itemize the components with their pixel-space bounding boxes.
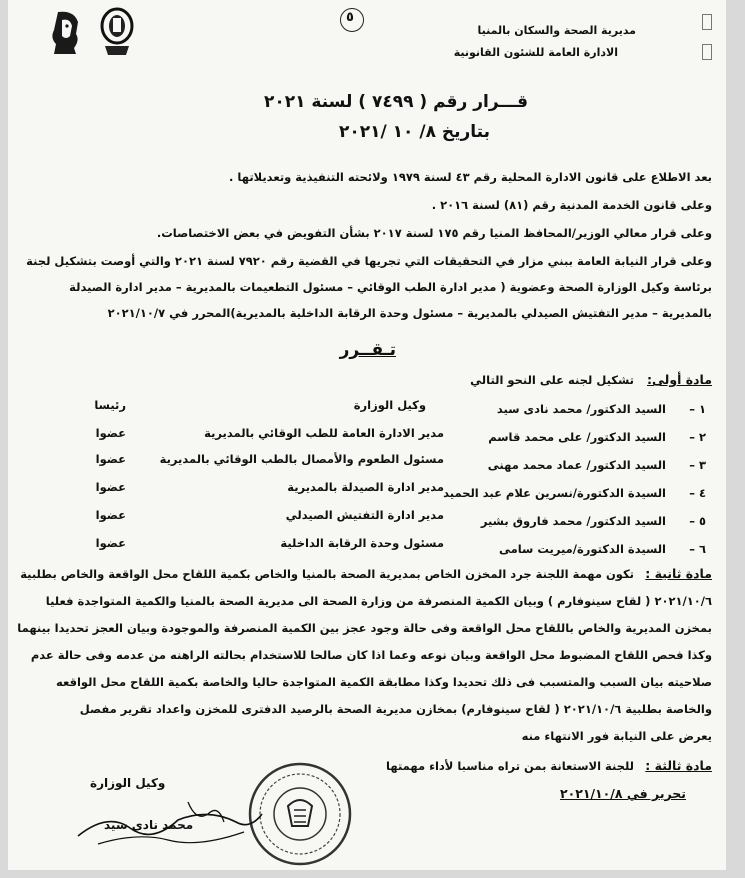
article-2-line: يعرض على النيابة فور الانتهاء منه <box>521 729 712 743</box>
member-position: وكيل الوزارة <box>353 398 426 412</box>
article-1-label: مادة أولى: <box>647 372 712 387</box>
article-2-line: وكذا فحص اللقاح المضبوط محل الواقعة وبيان نوعه وعما اذا كان صالحا للاستخدام بحالته الراهنه من عدمه وفى حالة عدم <box>30 648 712 662</box>
article-2-line: صلاحيته بيان السبب والمتسبب فى ذلك تحديدا وكذا مطابقة الكمية المتواجدة حاليا والخاصة بكمية اللقاح محل الواقعه <box>56 675 712 689</box>
member-name: السيد الدكتور/ محمد فاروق بشير <box>480 514 666 528</box>
member-position: مسئول وحدة الرقابة الداخلية <box>280 536 444 550</box>
member-position: مدير الادارة العامة للطب الوقائي بالمديرية <box>204 426 444 440</box>
article-2-line: بمخزن المديرية والخاص باللقاح محل الواقعة وفى حالة وجود عجز بين الكمية المنصرفة والموجودة وبيان العجز تحديدا بينهما <box>17 621 712 635</box>
issued-date: تحرير في ٢٠٢١/١٠/٨ <box>559 786 686 801</box>
decision-document <box>8 0 726 870</box>
decision-title: قـــرار رقم ( ٧٤٩٩ ) لسنة ٢٠٢١ <box>263 92 528 112</box>
punch-hole-mark <box>702 14 712 30</box>
decides-heading: تـقــرر <box>339 340 396 360</box>
member-name: السيد الدكتور/ عماد محمد مهنى <box>487 458 666 472</box>
preamble-line: بعد الاطلاع على قانون الادارة المحلية رقم ٤٣ لسنة ١٩٧٩ ولائحته التنفيذية وتعديلاتها . <box>229 170 712 184</box>
article-2-line: ٢٠٢١/١٠/٦ ( لقاح سينوفارم ) وبيان الكمية المنصرفة من وزارة الصحة الى مديرية الصحة بالمنيا والكمية المتواجدة فعليا <box>45 594 712 608</box>
article-2-label: مادة ثانية : <box>645 566 712 581</box>
letterhead-line-1: مديرية الصحة والسكان بالمنيا <box>477 24 636 37</box>
page-number: ٥ <box>346 10 354 25</box>
article-1-text: تشكيل لجنه على النحو التالي <box>470 373 634 387</box>
punch-hole-mark <box>702 44 712 60</box>
member-role: عضوا <box>95 452 126 466</box>
preamble-line: بالمديرية – مدير التفتيش الصيدلي بالمديرية – مسئول وحدة الرقابة الداخلية بالمديرية)المحرر في ٢٠٢١/١٠/٧ <box>107 306 712 320</box>
member-number: ٢ – <box>689 430 706 444</box>
member-number: ٥ – <box>689 514 706 528</box>
member-role: عضوا <box>95 508 126 522</box>
decision-date: بتاريخ ٨/ ١٠ /٢٠٢١ <box>339 122 490 142</box>
member-name: السيد الدكتور/ على محمد قاسم <box>488 430 666 444</box>
pharaoh-head-logo <box>46 8 86 56</box>
letterhead-line-2: الادارة العامة للشئون القانونية <box>453 46 618 59</box>
preamble-line: وعلى قانون الخدمة المدنية رقم (٨١) لسنة ٢٠١٦ . <box>431 198 712 212</box>
member-name: السيدة الدكتورة/ميريت سامى <box>498 542 666 556</box>
article-3-label: مادة ثالثة : <box>645 758 712 773</box>
article-2-line: تكون مهمة اللجنة جرد المخزن الخاص بمديرية الصحة بالمنيا والخاص بكمية اللقاح محل الواقعة والخاص بطلبية <box>20 567 634 581</box>
member-position: مدير ادارة التفتيش الصيدلي <box>285 508 444 522</box>
preamble-line: وعلى قرار النيابة العامة ببني مزار في التحقيقات التي تجريها في القضية رقم ٧٩٢٠ لسنة ٢٠٢١ والتي أوصت بتشكيل لجنة <box>26 254 712 268</box>
article-2-line: والخاصة بطلبية ٢٠٢١/١٠/٦ ( لقاح سينوفارم) بمخازن مديرية الصحة بالرصيد الدفترى للمخزن واعداد تقرير مفصل <box>79 702 712 716</box>
signature-name: محمد نادى سيد <box>104 818 194 832</box>
article-3-text: للجنة الاستعانة بمن تراه مناسبا لأداء مهمتها <box>386 759 634 773</box>
member-position: مدير ادارة الصيدلة بالمديرية <box>287 480 444 494</box>
member-number: ٦ – <box>689 542 706 556</box>
member-number: ٣ – <box>689 458 706 472</box>
preamble-line: برئاسة وكيل الوزارة الصحة وعضوية ( مدير ادارة الطب الوقائي – مسئول التطعيمات بالمديرية – مدير ادارة الصيدلة <box>69 280 712 294</box>
member-role: عضوا <box>95 536 126 550</box>
member-name: السيد الدكتور/ محمد نادى سيد <box>496 402 666 416</box>
member-role: عضوا <box>95 426 126 440</box>
preamble-line: وعلى قرار معالي الوزير/المحافظ المنيا رقم ١٧٥ لسنة ٢٠١٧ بشأن التفويض في بعض الاختصاصات. <box>156 226 712 240</box>
member-number: ٤ – <box>689 486 706 500</box>
member-role: عضوا <box>95 480 126 494</box>
member-position: مسئول الطعوم والأمصال بالطب الوقائي بالمديرية <box>159 452 444 466</box>
member-role: رئيسا <box>94 398 126 412</box>
signature-title: وكيل الوزارة <box>90 776 166 790</box>
member-number: ١ – <box>689 402 706 416</box>
ministry-emblem-logo <box>100 6 134 58</box>
member-name: السيدة الدكتورة/نسرين علام عبد الحميد <box>443 486 666 500</box>
